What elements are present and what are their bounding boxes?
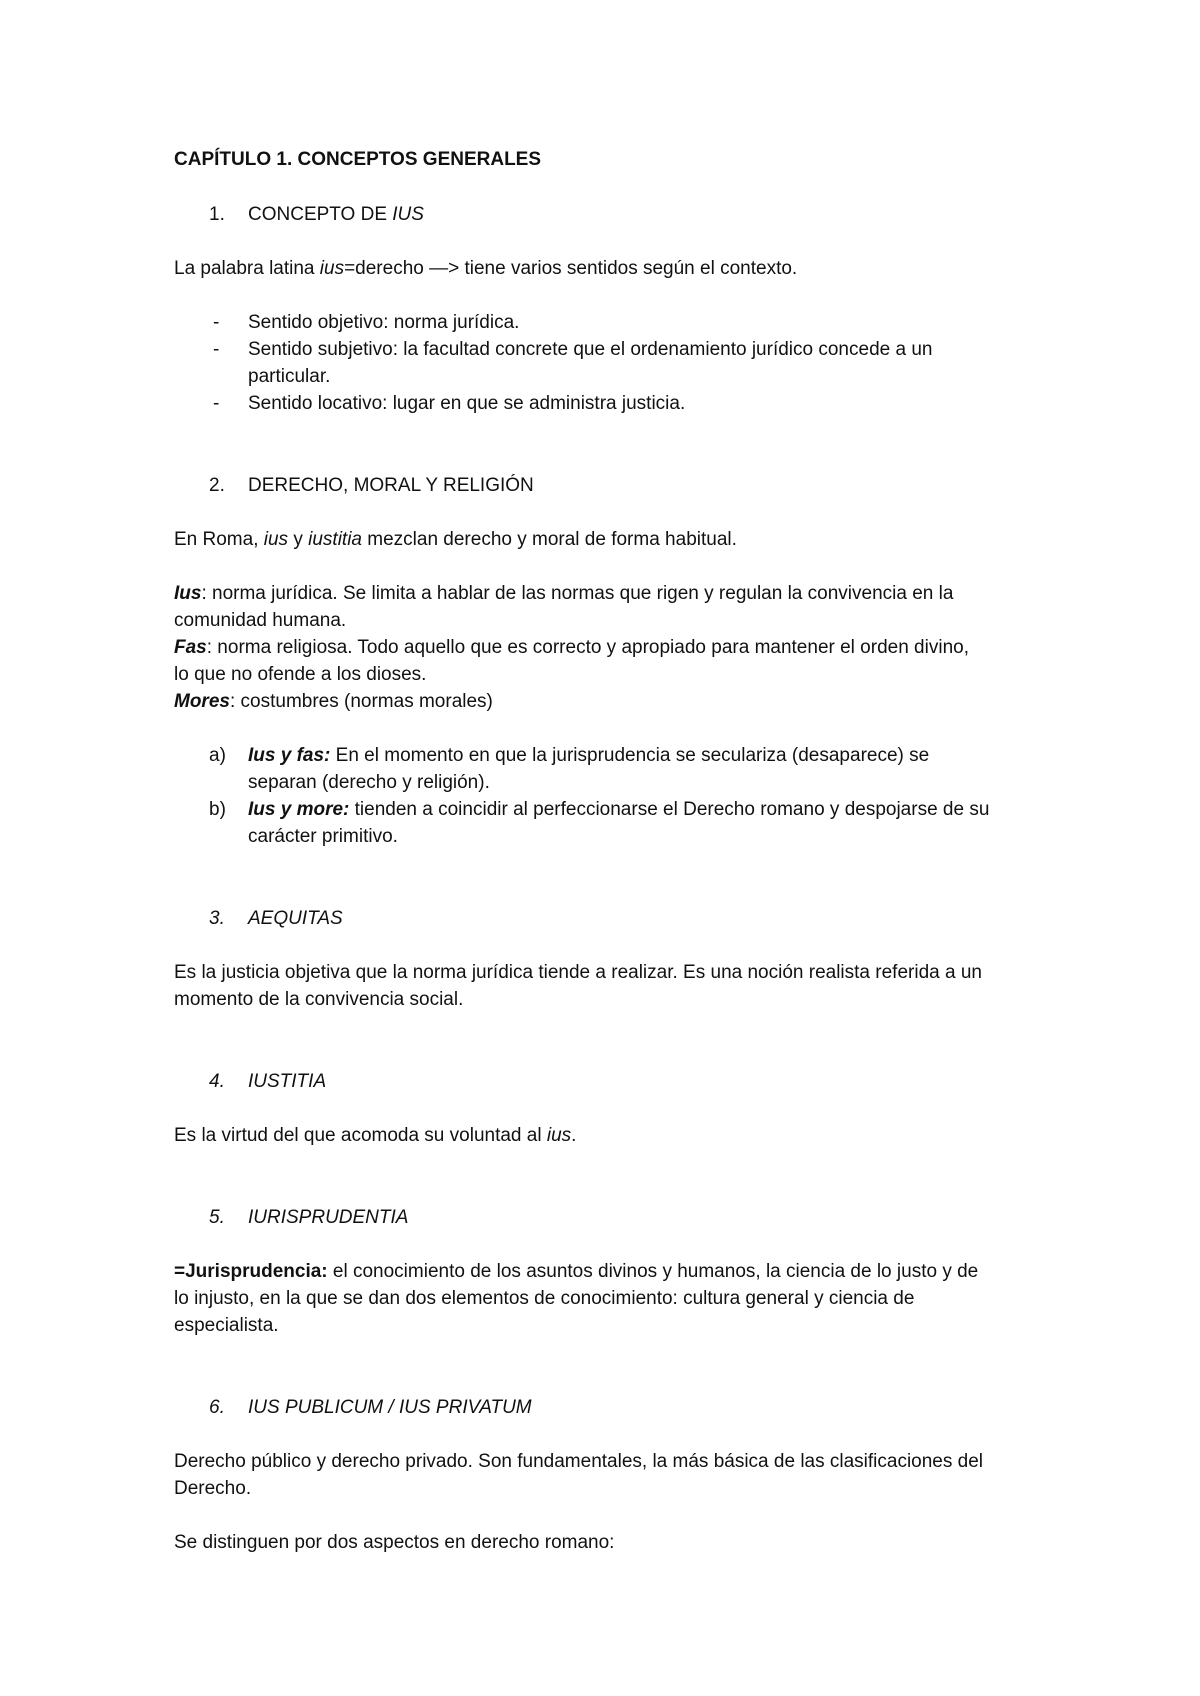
section-1-heading (248, 201, 424, 228)
p2-iustitia: iustitia (308, 529, 362, 550)
definition-continuation: comunidad humana. (174, 610, 347, 631)
paragraph-5-line-1 (174, 1258, 978, 1285)
bullet-item-continuation: particular. (248, 366, 331, 387)
list-letter-a: a) (209, 745, 226, 766)
paragraph-5-line-2: lo injusto, en la que se dan dos elementos de conocimiento: cultura general y ciencia de (174, 1288, 915, 1309)
p4-ius: ius (546, 1125, 572, 1146)
paragraph-2 (174, 526, 737, 553)
section-1-number: 1. (209, 204, 225, 225)
bullet-dash: - (213, 312, 220, 333)
list-item-ius-fas (248, 742, 929, 769)
section-4-heading: IUSTITIA (248, 1071, 327, 1092)
bullet-label: Sentido locativo: (248, 393, 388, 414)
list-item-continuation: carácter primitivo. (248, 826, 398, 847)
bullet-label: Sentido objetivo: (248, 312, 389, 333)
p4-text-a: Es la virtud del que acomoda su voluntad al (174, 1125, 547, 1146)
section-5-number: 5. (209, 1207, 225, 1228)
p2-text-a: En Roma, (174, 529, 264, 550)
paragraph-5-line-3: especialista. (174, 1315, 279, 1336)
p5-text: el conocimiento de los asuntos divinos y humanos, la ciencia de lo justo y de (327, 1261, 979, 1282)
paragraph-6-line-1: Derecho público y derecho privado. Son fundamentales, la más básica de las clasificaciones del (174, 1451, 984, 1472)
section-3-heading: AEQUITAS (248, 908, 343, 929)
bullet-text: norma jurídica. (388, 312, 520, 333)
section-1-heading-text: CONCEPTO DE (248, 204, 393, 225)
definition-term: Ius (174, 583, 202, 604)
list-item-label: Ius y fas: (248, 745, 331, 766)
definition-term: Fas (174, 637, 207, 658)
p2-text-c: y (288, 529, 309, 550)
p1-ius: ius (319, 258, 345, 279)
bullet-item-locativo (248, 390, 685, 417)
p5-term: =Jurisprudencia: (174, 1261, 328, 1282)
definition-ius (174, 580, 953, 607)
section-2-number: 2. (209, 475, 225, 496)
list-item-ius-more (248, 796, 989, 823)
bullet-dash: - (213, 339, 220, 360)
definition-term: Mores (174, 691, 230, 712)
bullet-item-subjetivo (248, 336, 932, 363)
list-item-text: En el momento en que la jurisprudencia se seculariza (desaparece) se (330, 745, 930, 766)
paragraph-3-line-1: Es la justicia objetiva que la norma jurídica tiende a realizar. Es una noción realista referida a un (174, 962, 982, 983)
definition-fas (174, 634, 969, 661)
section-4-number: 4. (209, 1071, 225, 1092)
paragraph-1 (174, 255, 797, 282)
definition-text: : norma religiosa. Todo aquello que es correcto y apropiado para mantener el orden divino, (206, 637, 969, 658)
p1-text-a: La palabra latina (174, 258, 320, 279)
paragraph-3-line-2: momento de la convivencia social. (174, 989, 464, 1010)
bullet-item-objetivo (248, 309, 519, 336)
section-6-heading: IUS PUBLICUM / IUS PRIVATUM (248, 1397, 532, 1418)
list-letter-b: b) (209, 799, 226, 820)
p4-text-c: . (571, 1125, 577, 1146)
list-item-label: Ius y more: (248, 799, 350, 820)
definition-mores (174, 688, 493, 715)
list-item-continuation: separan (derecho y religión). (248, 772, 490, 793)
paragraph-6-line-2: Derecho. (174, 1478, 252, 1499)
section-2-heading: DERECHO, MORAL Y RELIGIÓN (248, 475, 534, 496)
paragraph-7: Se distinguen por dos aspectos en derecho romano: (174, 1532, 615, 1553)
list-item-text: tienden a coincidir al perfeccionarse el Derecho romano y despojarse de su (349, 799, 990, 820)
p2-ius: ius (263, 529, 289, 550)
bullet-label: Sentido subjetivo: (248, 339, 398, 360)
p1-text-c: =derecho —> tiene varios sentidos según el contexto. (344, 258, 798, 279)
paragraph-4 (174, 1122, 576, 1149)
chapter-title: CAPÍTULO 1. CONCEPTOS GENERALES (174, 149, 542, 170)
bullet-dash: - (213, 393, 220, 414)
definition-continuation: lo que no ofende a los dioses. (174, 664, 427, 685)
definition-text: : norma jurídica. Se limita a hablar de las normas que rigen y regulan la convivencia en la (201, 583, 954, 604)
bullet-text: la facultad concrete que el ordenamiento jurídico concede a un (398, 339, 933, 360)
section-5-heading: IURISPRUDENTIA (248, 1207, 409, 1228)
definition-text: : costumbres (normas morales) (229, 691, 493, 712)
section-6-number: 6. (209, 1397, 225, 1418)
p2-text-e: mezclan derecho y moral de forma habitual. (361, 529, 737, 550)
section-3-number: 3. (209, 908, 225, 929)
section-1-heading-italic: IUS (392, 204, 424, 225)
bullet-text: lugar en que se administra justicia. (387, 393, 686, 414)
